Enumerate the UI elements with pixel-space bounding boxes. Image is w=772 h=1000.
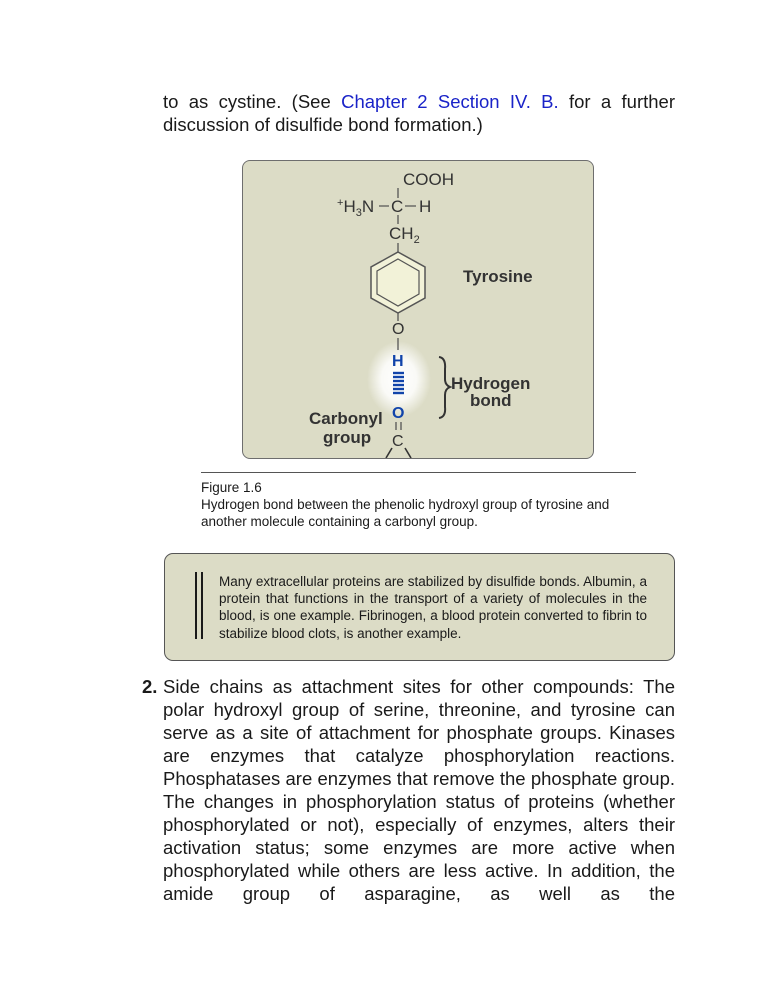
carbonyl-bond-left xyxy=(386,448,392,458)
chapter-2-section-link[interactable]: Chapter 2 Section IV. B. xyxy=(341,91,559,112)
list-item-line: Phosphatases are enzymes that remove the phosphate xyxy=(163,768,618,789)
list-item-text xyxy=(163,675,675,905)
tyrosine-hydrogen-bond-figure xyxy=(242,160,594,459)
ch2-ch: CH xyxy=(389,224,414,243)
cooh-label: COOH xyxy=(403,170,454,189)
carbonyl-oxygen-label: O xyxy=(392,405,405,422)
note-text xyxy=(219,573,647,642)
note-line-4: converted to fibrin to stabilize blood clots, is another example. xyxy=(219,608,647,641)
carbonyl-bond-right xyxy=(405,448,411,458)
hydrogen-bond-h-label: H xyxy=(392,353,404,370)
ch2-label xyxy=(389,224,420,246)
clinical-note-box xyxy=(164,553,675,661)
h3n-plus: + xyxy=(337,197,344,209)
note-line-3: molecules in the blood, is one example. Fibrinogen, a blood protein xyxy=(219,591,647,624)
carbonyl-carbon-label: C xyxy=(392,433,404,450)
top-paragraph-text-end: for a further xyxy=(558,91,676,112)
h3n-n: N xyxy=(361,197,375,216)
list-item-line: serve as a site of attachment for phosphate groups. Kinases xyxy=(163,722,675,743)
hydrogen-bond-brace xyxy=(439,357,450,418)
top-paragraph xyxy=(163,90,675,136)
list-item-line: addition, the amide group of asparagine, as well as the xyxy=(163,860,675,904)
figure-caption-line-1: Hydrogen bond between the phenolic hydroxyl group of tyrosine and xyxy=(201,497,610,512)
bond-label: bond xyxy=(470,391,512,410)
list-item-number: 2. xyxy=(142,676,158,697)
note-line-2: Albumin, a protein that functions in the transport of a variety of xyxy=(219,574,647,607)
benzene-ring xyxy=(371,252,425,313)
list-item-line: when phosphorylated while others are less active. In xyxy=(163,837,675,881)
ch2-sub: 2 xyxy=(413,234,420,246)
figure-caption-title: Figure 1.6 xyxy=(201,480,262,495)
figure-caption xyxy=(201,479,641,530)
carbonyl-label: Carbonyl xyxy=(309,409,383,428)
note-double-bar-icon xyxy=(195,572,203,639)
list-item-line: group. The changes in phosphorylation status of proteins xyxy=(163,768,676,812)
list-item-line: alters their activation status; some enzymes are more active xyxy=(163,814,675,858)
list-item-line: polar hydroxyl group of serine, threonine, and tyrosine can xyxy=(163,699,675,720)
list-item-line: (whether phosphorylated or not), especially of enzymes, xyxy=(163,791,675,835)
hydrogen-label: Hydrogen xyxy=(451,374,531,393)
alpha-carbon-label: C xyxy=(391,197,404,216)
group-label: group xyxy=(323,428,372,447)
tyrosine-structure-diagram xyxy=(243,161,594,459)
h3n-label xyxy=(337,197,374,219)
phenol-oxygen-label: O xyxy=(392,321,405,338)
note-line-1: Many extracellular proteins are stabilized by disulfide bonds. xyxy=(219,574,580,589)
tyrosine-label: Tyrosine xyxy=(463,267,533,286)
list-item-line: are enzymes that catalyze phosphorylation reactions. xyxy=(163,745,675,766)
figure-caption-rule xyxy=(201,472,636,473)
top-paragraph-text-start: to as cystine. (See xyxy=(163,91,342,112)
alpha-hydrogen-label: H xyxy=(419,197,432,216)
figure-caption-line-2: another molecule containing a carbonyl group. xyxy=(201,514,478,529)
top-paragraph-line-1 xyxy=(163,90,675,113)
h3n-sub: 3 xyxy=(355,207,362,219)
list-item-line: Side chains as attachment sites for other compounds: The xyxy=(163,676,675,697)
top-paragraph-line-2: discussion of disulfide bond formation.) xyxy=(163,114,483,135)
h3n-h: H xyxy=(343,197,356,216)
